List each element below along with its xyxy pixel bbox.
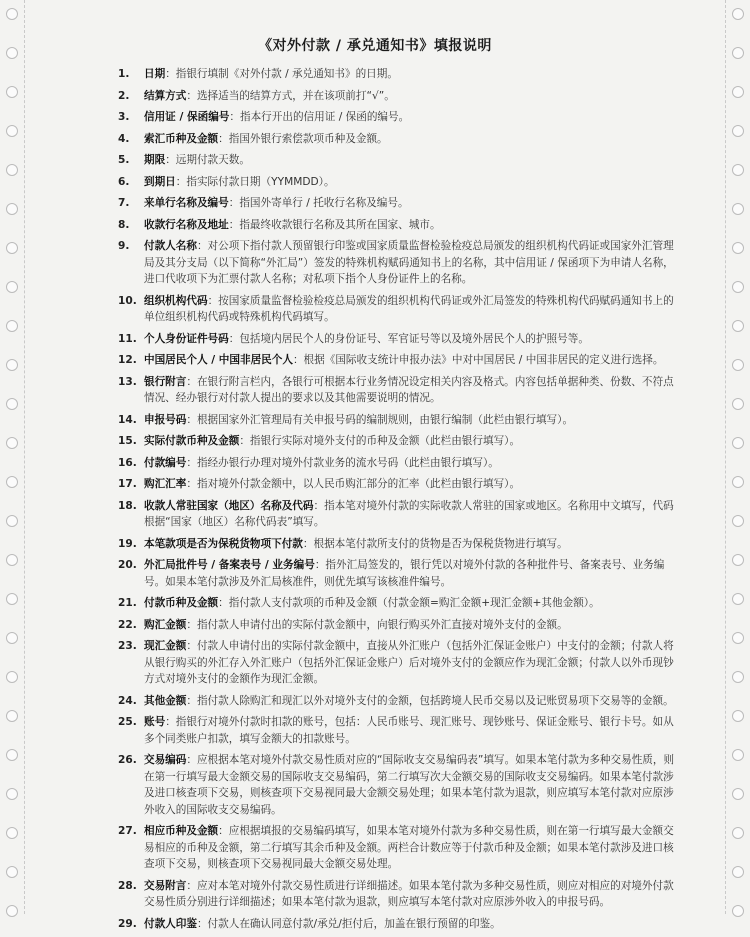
item-body — [144, 433, 678, 450]
item-number: 29. — [118, 917, 137, 930]
item-term: 付款人名称 — [144, 240, 197, 252]
item-body — [144, 293, 678, 326]
item-term: 现汇金额 — [144, 640, 187, 652]
instruction-item — [118, 238, 678, 288]
item-description: ：应根据本笔对境外付款交易性质对应的“国际收支交易编码表”填写。如果本笔付款为多种交易性质，则在第一行填写最大金额交易的国际收支交易编码，第二行填写次大金额交易的国际收支交易编码。如果本笔付款涉及进口核查项下交易，则核查项下交易视同最大金额交易处理；如果本笔付款为退款，则应填写本笔付款对应原涉外收入的国际收支交易编码。 — [144, 754, 675, 816]
item-number: 21. — [118, 597, 137, 609]
item-description: ：应根据填报的交易编码填写，如果本笔对境外付款为多种交易性质，则在第一行填写最大金额交易相应的币种及金额，第二行填写其余币种及金额。两栏合计数应等于付款币种及金额；如果本笔付款涉及进口核查项下交易，则核查项下交易视同最大金额交易处理。 — [144, 825, 674, 870]
item-description: ：对公项下指付款人预留银行印鉴或国家质量监督检验检疫总局颁发的组织机构代码证或国家外汇管理局及其分支局（以下简称“外汇局”）签发的特殊机构赋码通知书上的名称，其中信用证 / 保函项下为申请人名称，进口代收项下为汇票付款人名称；对私项下指个人身份证件上的名称。 — [144, 240, 674, 285]
instruction-item — [118, 109, 678, 126]
item-body — [144, 374, 678, 407]
item-body — [144, 217, 678, 234]
item-term: 收款行名称及地址 — [144, 218, 229, 231]
item-body — [144, 714, 678, 747]
instruction-item — [118, 638, 678, 688]
instruction-item — [118, 352, 678, 369]
item-number: 24. — [118, 694, 137, 707]
item-description: ：指银行对境外付款时扣款的账号，包括：人民币账号、现汇账号、现钞账号、保证金账号、银行卡号。如从多个同类账户扣款，填写金额大的扣款账号。 — [144, 716, 674, 745]
item-number: 9. — [118, 240, 130, 252]
item-term: 到期日 — [144, 175, 176, 188]
item-term: 购汇金额 — [144, 618, 187, 631]
instruction-item — [118, 66, 678, 83]
item-description: ：根据国家外汇管理局有关申报号码的编制规则，由银行编制（此栏由银行填写）。 — [186, 413, 574, 426]
item-term: 银行附言 — [144, 375, 187, 388]
item-term: 中国居民个人 / 中国非居民个人 — [144, 354, 293, 366]
item-number: 20. — [118, 559, 137, 571]
right-perforation — [725, 0, 726, 914]
item-number: 25. — [118, 716, 137, 728]
instruction-item — [118, 693, 678, 710]
item-description: ：指外汇局签发的，银行凭以对境外付款的各种批件号、备案表号、业务编号。如果本笔付款涉及外汇局核准件，则优先填写该核准件编号。 — [144, 559, 665, 588]
item-number: 28. — [118, 879, 137, 892]
item-number: 14. — [118, 413, 137, 426]
item-term: 结算方式 — [144, 89, 187, 102]
item-body — [144, 331, 678, 348]
item-term: 付款编号 — [144, 456, 187, 469]
item-number: 17. — [118, 478, 137, 490]
item-description: ：按国家质量监督检验检疫总局颁发的组织机构代码证或外汇局签发的特殊机构代码赋码通知书上的单位组织机构代码或特殊机构代码填写。 — [144, 294, 674, 323]
item-number: 26. — [118, 754, 137, 766]
instruction-item — [118, 878, 678, 911]
page-title: 《对外付款 / 承兑通知书》填报说明 — [258, 38, 492, 54]
instruction-item — [118, 455, 678, 472]
item-term: 收款人常驻国家（地区）名称及代码 — [144, 499, 314, 512]
item-number: 27. — [118, 825, 137, 837]
instruction-item — [118, 916, 678, 933]
instruction-item — [118, 88, 678, 105]
item-body — [144, 557, 678, 590]
item-description: ：指国外银行索偿款项币种及金额。 — [218, 132, 388, 145]
item-body — [144, 88, 678, 105]
item-number: 4. — [118, 132, 130, 145]
item-body — [144, 536, 678, 553]
item-body — [144, 617, 678, 634]
item-body — [144, 412, 678, 429]
item-term: 来单行名称及编号 — [144, 197, 229, 209]
item-body — [144, 152, 678, 169]
right-feed-holes — [730, 8, 746, 908]
item-body — [144, 823, 678, 873]
item-body — [144, 693, 678, 710]
instruction-item — [118, 433, 678, 450]
item-description: ：指最终收款银行名称及其所在国家、城市。 — [228, 218, 441, 231]
item-term: 日期 — [144, 68, 166, 80]
item-number: 10. — [118, 294, 137, 307]
instruction-list — [118, 66, 678, 937]
item-term: 交易附言 — [144, 879, 187, 892]
item-number: 19. — [118, 537, 137, 550]
instruction-item — [118, 217, 678, 234]
item-description: ：指本笔对境外付款的实际收款人常驻的国家或地区。名称用中文填写，代码根据“国家（地区）名称代码表”填写。 — [144, 499, 674, 528]
item-number: 16. — [118, 456, 137, 469]
item-body — [144, 109, 678, 126]
instruction-item — [118, 331, 678, 348]
item-body — [144, 238, 678, 288]
item-number: 11. — [118, 332, 137, 345]
item-body — [144, 498, 678, 531]
item-body — [144, 476, 678, 493]
instruction-item — [118, 536, 678, 553]
item-description: ：付款人在确认同意付款/承兑/拒付后，加盖在银行预留的印鉴。 — [196, 917, 501, 930]
item-description: ：应对本笔对境外付款交易性质进行详细描述。如果本笔付款为多种交易性质，则应对相应的对境外付款交易性质分别进行详细描述；如果本笔付款为退款，则应填写本笔付款对应原涉外收入的申报号码。 — [144, 879, 674, 908]
item-term: 交易编码 — [144, 754, 187, 766]
item-term: 个人身份证件号码 — [144, 332, 229, 345]
item-term: 其他金额 — [144, 694, 187, 707]
item-description: ：指经办银行办理对境外付款业务的流水号码（此栏由银行填写）。 — [186, 456, 499, 469]
item-number: 7. — [118, 197, 130, 209]
item-term: 付款币种及金额 — [144, 597, 219, 609]
item-term: 组织机构代码 — [144, 294, 208, 307]
instruction-item — [118, 374, 678, 407]
item-number: 18. — [118, 499, 137, 512]
item-number: 22. — [118, 618, 137, 631]
item-term: 相应币种及金额 — [144, 825, 219, 837]
item-description: ：根据《国际收支统计申报办法》中对中国居民 / 中国非居民的定义进行选择。 — [292, 354, 664, 366]
instruction-item — [118, 131, 678, 148]
instruction-item — [118, 195, 678, 212]
item-term: 索汇币种及金额 — [144, 132, 219, 145]
item-body — [144, 66, 678, 83]
item-number: 1. — [118, 68, 130, 80]
item-body — [144, 595, 678, 612]
instruction-item — [118, 476, 678, 493]
item-body — [144, 131, 678, 148]
instruction-item — [118, 152, 678, 169]
item-description: ：付款人申请付出的实际付款金额中，直接从外汇账户（包括外汇保证金账户）中支付的金额；付款人将从银行购买的外汇存入外汇账户（包括外汇保证金账户）后对境外支付的金额应作为现汇金额；付款人以外币现钞方式对境外支付的金额作为现汇金额。 — [144, 640, 674, 685]
instruction-item — [118, 752, 678, 818]
item-description: ：指银行实际对境外支付的币种及金额（此栏由银行填写）。 — [239, 435, 521, 447]
item-term: 信用证 / 保函编号 — [144, 111, 230, 123]
item-term: 购汇汇率 — [144, 478, 187, 490]
item-description: ：指实际付款日期（YYMMDD）。 — [175, 175, 335, 188]
instruction-item — [118, 617, 678, 634]
item-description: ：指付款人支付款项的币种及金额（付款金额=购汇金额+现汇金额+其他金额）。 — [218, 597, 600, 609]
item-number: 13. — [118, 375, 137, 388]
instruction-item — [118, 174, 678, 191]
item-term: 付款人印鉴 — [144, 917, 197, 930]
left-perforation — [24, 0, 25, 914]
item-description: ：指付款人申请付出的实际付款金额中，向银行购买外汇直接对境外支付的金额。 — [186, 618, 568, 631]
instruction-item — [118, 498, 678, 531]
instruction-item — [118, 595, 678, 612]
instruction-item — [118, 823, 678, 873]
item-description: ：包括境内居民个人的身份证号、军官证号等以及境外居民个人的护照号等。 — [228, 332, 589, 345]
item-term: 期限 — [144, 154, 166, 166]
item-body — [144, 916, 678, 933]
item-description: ：在银行附言栏内，各银行可根据本行业务情况设定相关内容及格式。内容包括单据种类、份数、不符点情况、经办银行对付款人提出的要求以及其他需要说明的情况。 — [144, 375, 674, 404]
item-body — [144, 352, 678, 369]
item-description: ：指本行开出的信用证 / 保函的编号。 — [229, 111, 410, 123]
instruction-item — [118, 557, 678, 590]
item-term: 实际付款币种及金额 — [144, 435, 240, 447]
item-term: 账号 — [144, 716, 166, 728]
item-number: 2. — [118, 89, 130, 102]
instruction-item — [118, 293, 678, 326]
item-description: ：指银行填制《对外付款 / 承兑通知书》的日期。 — [165, 68, 398, 80]
item-body — [144, 878, 678, 911]
item-number: 3. — [118, 111, 130, 123]
item-body — [144, 195, 678, 212]
item-body — [144, 174, 678, 191]
item-number: 6. — [118, 175, 130, 188]
item-body — [144, 752, 678, 818]
item-number: 8. — [118, 218, 130, 231]
item-body — [144, 455, 678, 472]
item-term: 外汇局批件号 / 备案表号 / 业务编号 — [144, 559, 315, 571]
item-term: 本笔款项是否为保税货物项下付款 — [144, 537, 303, 550]
item-body — [144, 638, 678, 688]
instruction-item — [118, 714, 678, 747]
item-description: ：指国外寄单行 / 托收行名称及编号。 — [228, 197, 409, 209]
item-number: 12. — [118, 354, 137, 366]
item-description: ：指付款人除购汇和现汇以外对境外支付的金额，包括跨境人民币交易以及记账贸易项下交易等的金额。 — [186, 694, 674, 707]
instruction-item — [118, 412, 678, 429]
item-description: ：根据本笔付款所支付的货物是否为保税货物进行填写。 — [302, 537, 568, 550]
item-term: 申报号码 — [144, 413, 187, 426]
left-feed-holes — [4, 8, 20, 908]
item-number: 5. — [118, 154, 130, 166]
item-description: ：指对境外付款金额中，以人民币购汇部分的汇率（此栏由银行填写）。 — [186, 478, 521, 490]
item-description: ：选择适当的结算方式，并在该项前打“√”。 — [186, 89, 395, 102]
item-number: 23. — [118, 640, 137, 652]
item-number: 15. — [118, 435, 137, 447]
item-description: ：远期付款天数。 — [165, 154, 250, 166]
